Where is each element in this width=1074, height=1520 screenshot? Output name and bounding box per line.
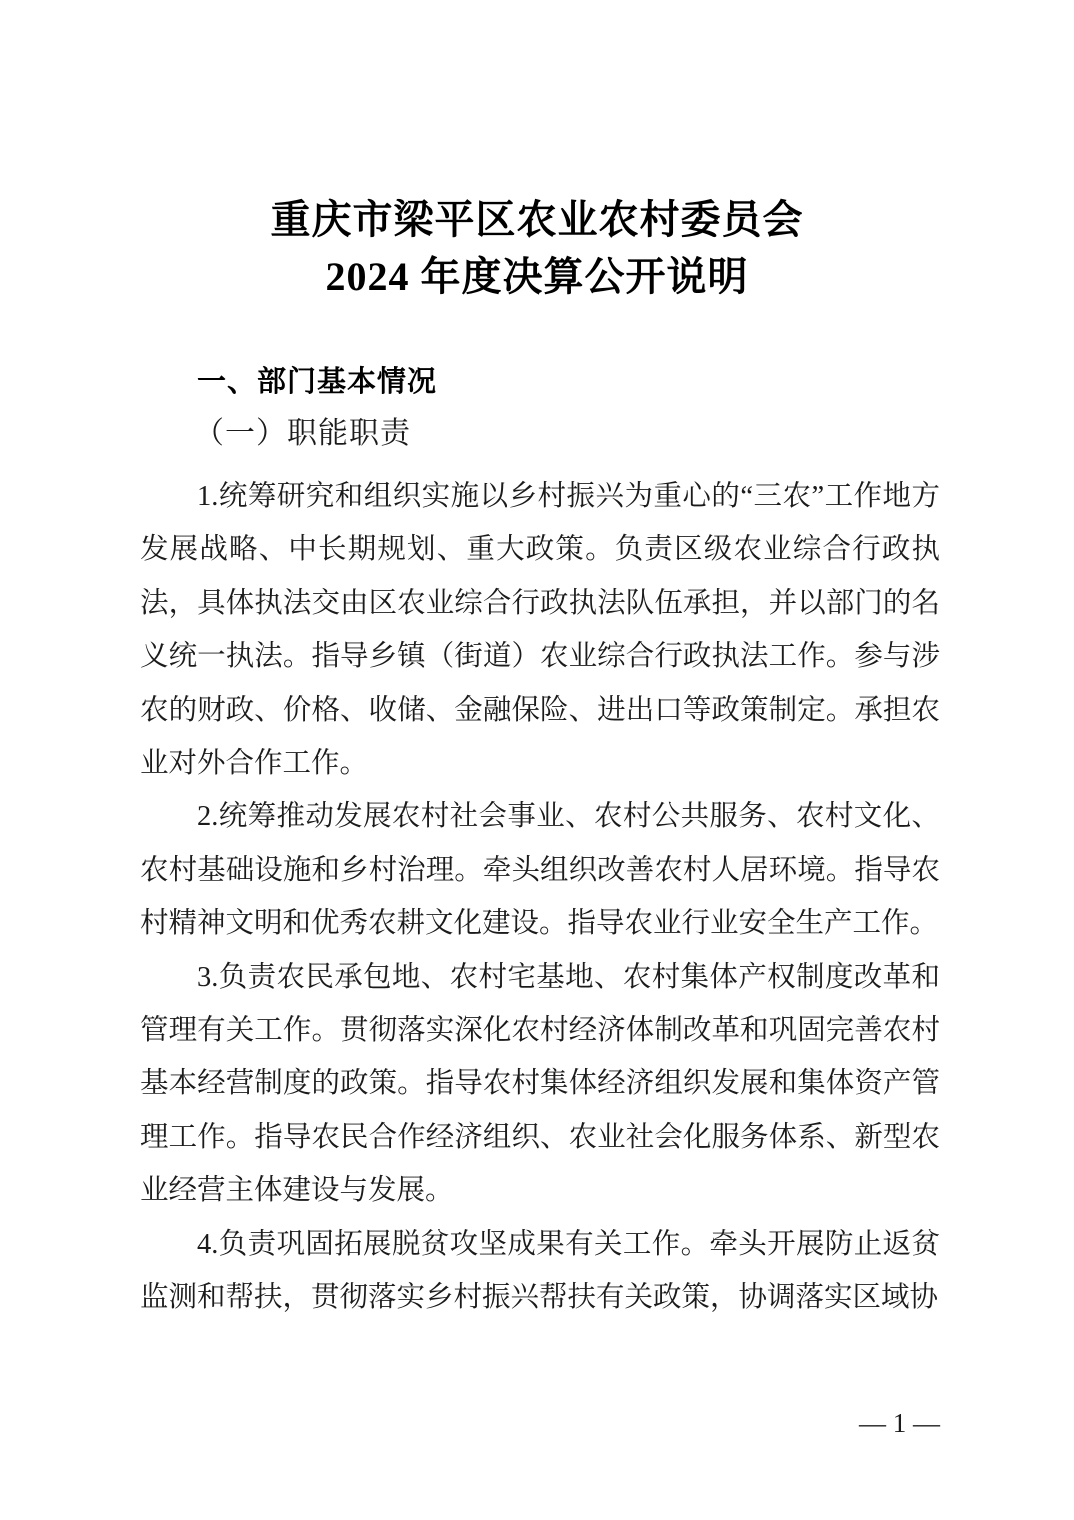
paragraph-4: 4.负责巩固拓展脱贫攻坚成果有关工作。牵头开展防止返贫监测和帮扶，贯彻落实乡村振兴帮扶有关政策，协调落实区域协 (140, 1228, 940, 1314)
page-number: — 1 — (859, 1408, 940, 1438)
paragraph-1: 1.统筹研究和组织实施以乡村振兴为重心的“三农”工作地方发展战略、中长期规划、重大政策。负责区级农业综合行政执法，具体执法交由区农业综合行政执法队伍承担，并以部门的名义统一执法。指导乡镇（街道）农业综合行政执法工作。参与涉农的财政、价格、收储、金融保险、进出口等政策制定。承担农业对外合作工作。 (140, 481, 940, 780)
paragraph-3: 3.负责农民承包地、农村宅基地、农村集体产权制度改革和管理有关工作。贯彻落实深化农村经济体制改革和巩固完善农村基本经营制度的政策。指导农村集体经济组织发展和集体资产管理工作。指导农民合作经济组织、农业社会化服务体系、新型农业经营主体建设与发展。 (140, 961, 940, 1207)
subsection-heading: （一）职能职责 (194, 417, 411, 450)
document-title-line1: 重庆市梁平区农业农村委员会 (270, 197, 804, 242)
paragraph-2: 2.统筹推动发展农村社会事业、农村公共服务、农村文化、农村基础设施和乡村治理。牵头组织改善农村人居环境。指导农村精神文明和优秀农耕文化建设。指导农业行业安全生产工作。 (140, 801, 940, 940)
document-title-line2: 2024 年度决算公开说明 (325, 254, 749, 299)
section-heading: 一、部门基本情况 (197, 366, 438, 398)
document-title (0, 191, 1074, 305)
document-body (140, 470, 940, 1325)
